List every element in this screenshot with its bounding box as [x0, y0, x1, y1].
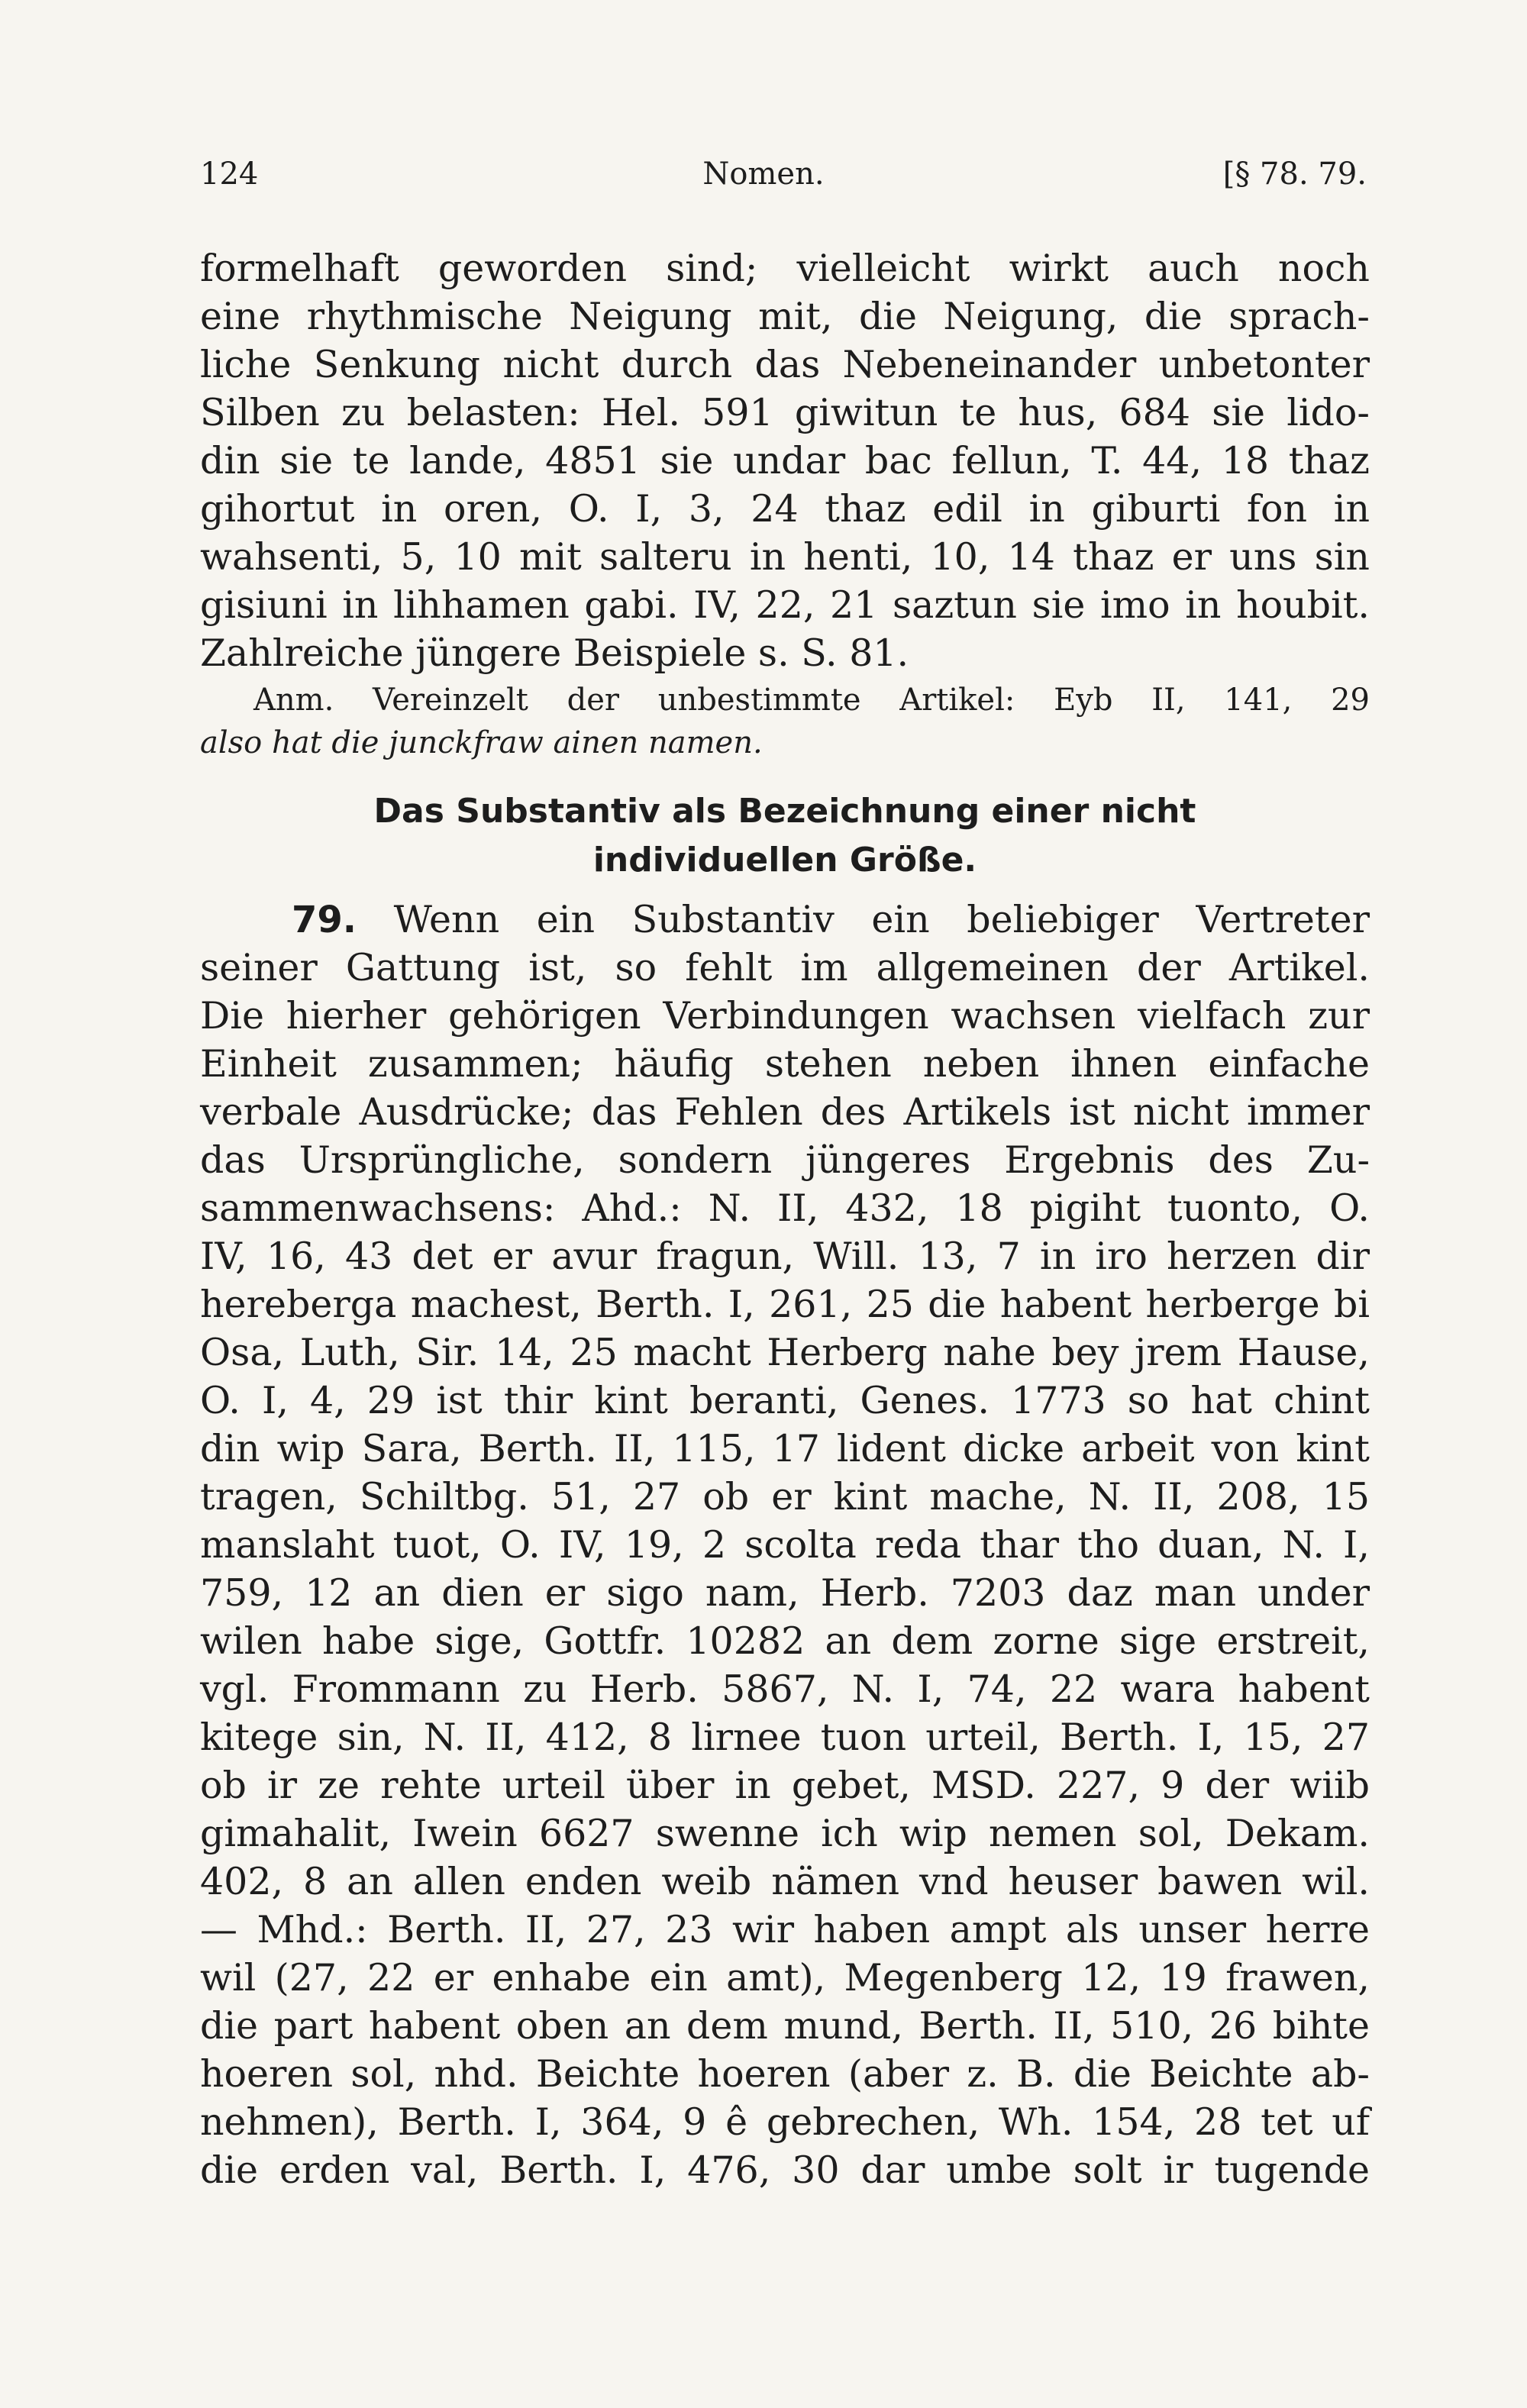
text-line: 759, 12 an dien er sigo nam, Herb. 7203 daz man under	[200, 1571, 1370, 1615]
text-line: manslaht tuot, O. IV, 19, 2 scolta reda thar tho duan, N. I,	[200, 1523, 1370, 1567]
text-line: Einheit zusammen; häufig stehen neben ihnen einfache	[200, 1042, 1370, 1086]
text-line: gisiuni in lihhamen gabi. IV, 22, 21 saztun sie imo in houbit.	[200, 583, 1370, 627]
text-line: hereberga machest, Berth. I, 261, 25 die habent herberge bi	[200, 1283, 1370, 1326]
text-line: Osa, Luth, Sir. 14, 25 macht Herberg nahe bey jrem Hause,	[200, 1331, 1370, 1374]
text-line: wil (27, 22 er enhabe ein amt), Megenberg 12, 19 frawen,	[200, 1956, 1370, 2000]
text-line: wilen habe sige, Gottfr. 10282 an dem zorne sige erstreit,	[200, 1619, 1370, 1663]
text-line: O. I, 4, 29 ist thir kint beranti, Genes. 1773 so hat chint	[200, 1379, 1370, 1422]
heading-line: Das Substantiv als Bezeichnung einer nicht	[373, 792, 1196, 831]
page-number: 124	[200, 157, 259, 192]
text-line: die part habent oben an dem mund, Berth. II, 510, 26 bihte	[200, 2004, 1370, 2048]
text-line: verbale Ausdrücke; das Fehlen des Artikels ist nicht immer	[200, 1090, 1370, 1134]
text-line: formelhaft geworden sind; vielleicht wirkt auch noch	[200, 247, 1370, 290]
text-line: seiner Gattung ist, so fehlt im allgemeinen der Artikel.	[200, 946, 1370, 989]
section-reference: [§ 78. 79.	[1222, 157, 1367, 192]
text-line: nehmen), Berth. I, 364, 9 ê gebrechen, Wh. 154, 28 tet uf	[200, 2100, 1370, 2144]
text-line: sammenwachsens: Ahd.: N. II, 432, 18 pigiht tuonto, O.	[200, 1186, 1370, 1230]
text-line: kitege sin, N. II, 412, 8 lirnee tuon urteil, Berth. I, 15, 27	[200, 1716, 1370, 1759]
text-line: vgl. Frommann zu Herb. 5867, N. I, 74, 22 wara habent	[200, 1667, 1370, 1711]
text-line: gimahalit, Iwein 6627 swenne ich wip nemen sol, Dekam.	[200, 1812, 1370, 1855]
text-line: das Ursprüngliche, sondern jüngeres Ergebnis des Zu-	[200, 1138, 1370, 1182]
text-line: Silben zu belasten: Hel. 591 giwitun te hus, 684 sie lido-	[200, 391, 1370, 434]
note-line: Anm. Vereinzelt der unbestimmte Artikel: Eyb II, 141, 29	[253, 683, 1370, 718]
text-line: eine rhythmische Neigung mit, die Neigung, die sprach-	[200, 295, 1370, 338]
text-line: 402, 8 an allen enden weib nämen vnd heuser bawen wil.	[200, 1860, 1370, 1903]
paragraph-79	[200, 896, 1370, 2194]
section-heading	[200, 787, 1370, 885]
running-title: Nomen.	[702, 157, 825, 192]
text-line: IV, 16, 43 det er avur fragun, Will. 13, 7 in iro herzen dir	[200, 1235, 1370, 1278]
text-line: liche Senkung nicht durch das Nebeneinander unbetonter	[200, 343, 1370, 386]
note-line-italic: also hat die junckfraw ainen namen.	[200, 725, 763, 760]
text-line: Zahlreiche jüngere Beispiele s. S. 81.	[200, 631, 909, 675]
text-line: Die hierher gehörigen Verbindungen wachsen vielfach zur	[200, 994, 1370, 1038]
text-line: die erden val, Berth. I, 476, 30 dar umbe solt ir tugende	[200, 2148, 1370, 2192]
paragraph-78-continuation	[200, 244, 1370, 677]
text-line	[200, 896, 1370, 944]
text-line: din sie te lande, 4851 sie undar bac fellun, T. 44, 18 thaz	[200, 439, 1370, 483]
text-line: hoeren sol, nhd. Beichte hoeren (aber z. B. die Beichte ab-	[200, 2052, 1370, 2096]
text-line: tragen, Schiltbg. 51, 27 ob er kint mache, N. II, 208, 15	[200, 1475, 1370, 1519]
page-body	[200, 244, 1370, 2194]
heading-line: individuellen Größe.	[592, 841, 977, 880]
text-line: ob ir ze rehte urteil über in gebet, MSD. 227, 9 der wiib	[200, 1764, 1370, 1807]
annotation-note	[200, 677, 1370, 764]
text-line: din wip Sara, Berth. II, 115, 17 lident dicke arbeit von kint	[200, 1427, 1370, 1470]
first-line-text: Wenn ein Substantiv ein beliebiger Vertreter	[393, 898, 1370, 941]
text-line: wahsenti, 5, 10 mit salteru in henti, 10, 14 thaz er uns sin	[200, 535, 1370, 579]
text-line: gihortut in oren, O. I, 3, 24 thaz edil in giburti fon in	[200, 487, 1370, 531]
section-number: 79.	[292, 899, 357, 941]
text-line: — Mhd.: Berth. II, 27, 23 wir haben ampt als unser herre	[200, 1908, 1370, 1951]
running-header	[0, 157, 1527, 210]
